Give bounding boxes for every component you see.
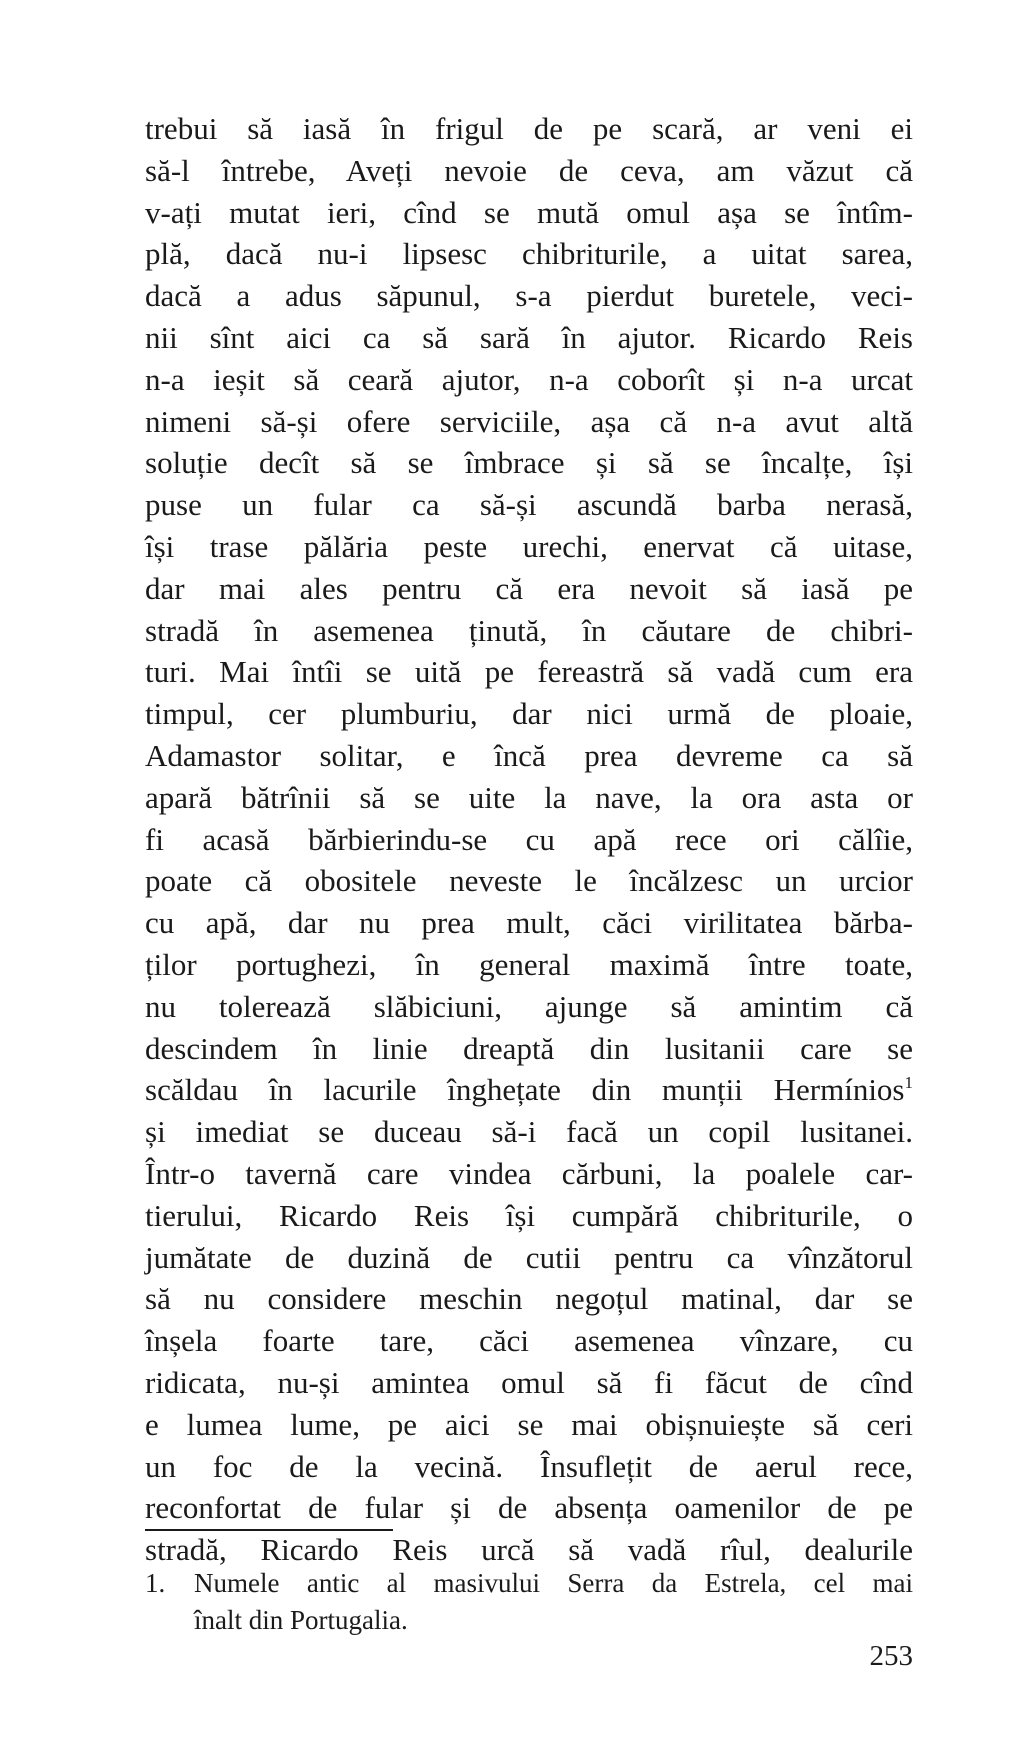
- text-line-content: ridicata, nu-și amintea omul să fi făcut de cînd: [145, 1364, 913, 1400]
- text-line: [145, 651, 913, 693]
- text-line-content: dar mai ales pentru că era nevoit să iasă pe: [145, 570, 913, 606]
- text-line: [145, 484, 913, 526]
- text-line-content: trebui să iasă în frigul de pe scară, ar veni ei: [145, 111, 913, 146]
- text-line: [145, 610, 913, 652]
- text-line: [145, 108, 913, 150]
- text-line-content: v-ați mutat ieri, cînd se mută omul așa se întîm-: [145, 194, 913, 230]
- text-line: [145, 1195, 913, 1237]
- text-line-content: nu tolerează slăbiciuni, ajunge să amintim că: [145, 988, 913, 1024]
- text-line-content: să nu considere meschin negoțul matinal, dar se: [145, 1281, 913, 1317]
- text-line-content: un foc de la vecină. Însuflețit de aerul rece,: [145, 1448, 913, 1484]
- text-line: [145, 986, 913, 1028]
- text-line: [145, 1320, 913, 1362]
- text-line-content: jumătate de duzină de cutii pentru ca vînzătorul: [145, 1239, 913, 1275]
- text-line-content: stradă, Ricardo Reis urcă să vadă rîul, dealurile: [145, 1532, 913, 1568]
- text-line: [145, 150, 913, 192]
- text-line: [145, 401, 913, 443]
- text-line: [145, 1362, 913, 1404]
- text-line-content: tierului, Ricardo Reis își cumpără chibriturile, o: [145, 1197, 913, 1233]
- footnote-text-line: Numele antic al masivului Serra da Estrela, cel mai: [194, 1568, 913, 1598]
- text-line-content: dacă a adus săpunul, s-a pierdut buretele, veci-: [145, 278, 913, 314]
- text-line-content: soluție decît să se îmbrace și să se încalțe, își: [145, 445, 913, 481]
- text-line: [145, 1446, 913, 1488]
- text-line: [145, 1028, 913, 1070]
- text-line-content: poate că obositele neveste le încălzesc un urcior: [145, 863, 913, 899]
- footnote-reference: 1: [904, 1073, 913, 1093]
- text-line: [145, 860, 913, 902]
- page-number: 253: [869, 1640, 913, 1672]
- text-line-content: fi acasă bărbierindu-se cu apă rece ori călîie,: [145, 821, 913, 857]
- text-line-content: ților portughezi, în general maximă între toate,: [145, 946, 913, 982]
- text-line-content: să-l întrebe, Aveți nevoie de ceva, am văzut că: [145, 152, 913, 188]
- text-line: [145, 233, 913, 275]
- text-line-content: scăldau în lacurile înghețate din munții Hermínios: [145, 1072, 905, 1108]
- text-line: [145, 944, 913, 986]
- text-line: [145, 1069, 913, 1111]
- text-line: [145, 317, 913, 359]
- text-line-content: e lumea lume, pe aici se mai obișnuiește să ceri: [145, 1406, 913, 1442]
- text-line-content: puse un fular ca să-și ascundă barba nerasă,: [145, 487, 913, 523]
- text-line-content: descindem în linie dreaptă din lusitanii care se: [145, 1030, 913, 1066]
- text-line-content: n-a ieșit să ceară ajutor, n-a coborît și n-a urcat: [145, 361, 913, 397]
- text-line-content: cu apă, dar nu prea mult, căci virilitatea bărba-: [145, 905, 913, 941]
- text-line: [145, 359, 913, 401]
- text-line-content: reconfortat de fular și de absența oamenilor de pe: [145, 1490, 913, 1526]
- text-line-content: turi. Mai întîi se uită pe fereastră să vadă cum era: [145, 654, 913, 690]
- text-line-content: și imediat se duceau să-i facă un copil lusitanei.: [145, 1114, 913, 1150]
- body-text: [145, 108, 913, 1571]
- text-line: [145, 693, 913, 735]
- text-line: [145, 1278, 913, 1320]
- footnote: [145, 1565, 913, 1639]
- text-line: [145, 526, 913, 568]
- text-line: [145, 735, 913, 777]
- text-line-content: Adamastor solitar, e încă prea devreme ca să: [145, 737, 913, 773]
- text-line: [145, 442, 913, 484]
- text-line-content: nimeni să-și ofere serviciile, așa că n-a avut altă: [145, 403, 913, 439]
- footnote-number: 1.: [145, 1568, 166, 1598]
- text-line-content: își trase pălăria peste urechi, enervat că uitase,: [145, 528, 913, 564]
- text-line: [145, 1404, 913, 1446]
- text-line: [145, 1153, 913, 1195]
- text-line-content: timpul, cer plumburiu, dar nici urmă de ploaie,: [145, 696, 913, 732]
- footnote-text-line: înalt din Portugalia.: [194, 1605, 408, 1635]
- text-line: [145, 192, 913, 234]
- text-line: [145, 1487, 913, 1529]
- text-line-content: nii sînt aici ca să sară în ajutor. Ricardo Reis: [145, 319, 913, 355]
- text-line: [145, 275, 913, 317]
- text-line-content: stradă în asemenea ținută, în căutare de chibri-: [145, 612, 913, 648]
- text-line-content: Într-o tavernă care vindea cărbuni, la poalele car-: [145, 1155, 913, 1191]
- text-line-content: plă, dacă nu-i lipsesc chibriturile, a uitat sarea,: [145, 236, 913, 272]
- text-line: [145, 1237, 913, 1279]
- footnote-divider: [145, 1529, 393, 1531]
- text-line-content: înșela foarte tare, căci asemenea vînzare, cu: [145, 1323, 913, 1359]
- text-line-content: apară bătrînii să se uite la nave, la ora asta or: [145, 779, 913, 815]
- text-line: [145, 819, 913, 861]
- text-line: [145, 902, 913, 944]
- text-line: [145, 1111, 913, 1153]
- text-line: [145, 777, 913, 819]
- text-line: [145, 568, 913, 610]
